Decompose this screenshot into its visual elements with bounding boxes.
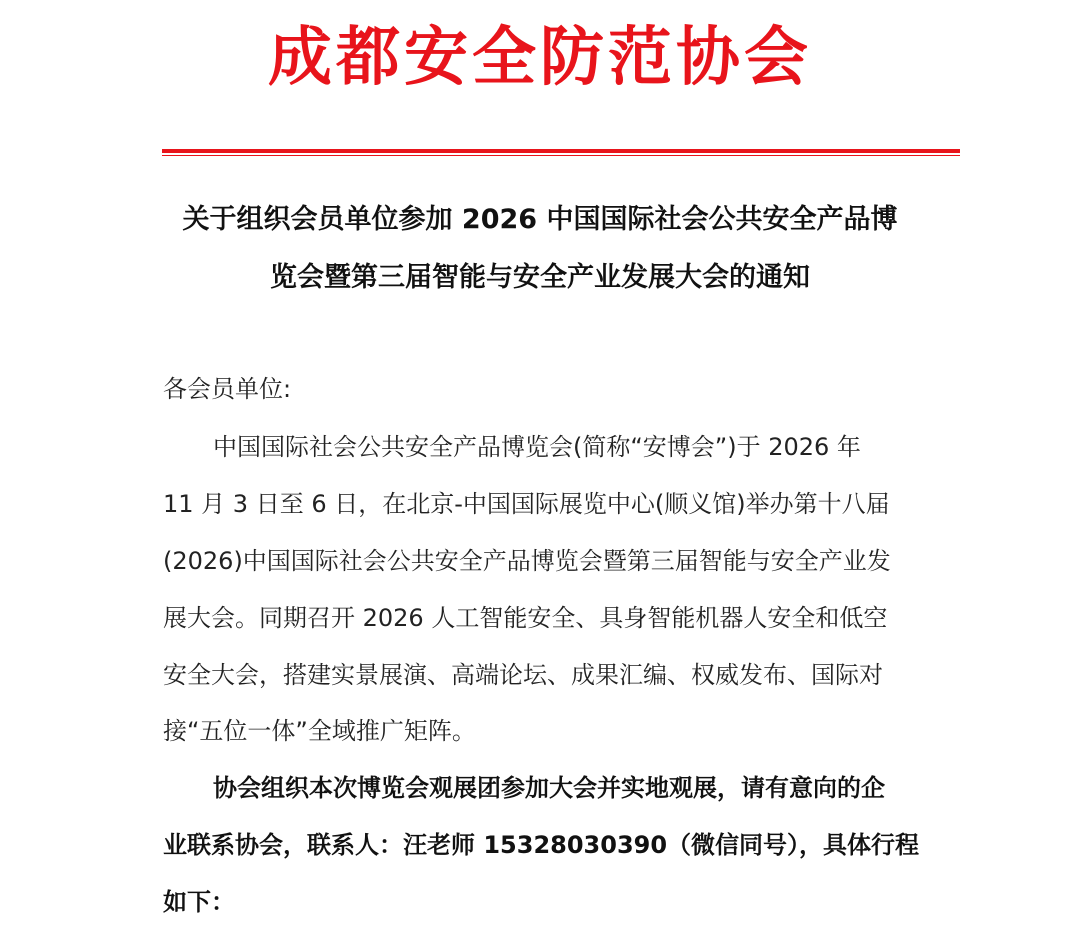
paragraph-1-line-4: 展大会。同期召开 2026 人工智能安全、具身智能机器人安全和低空: [163, 604, 888, 632]
notice-title-line-1: 关于组织会员单位参加 2026 中国国际社会公共安全产品博: [182, 204, 898, 235]
red-divider-thick: [162, 149, 960, 153]
paragraph-2-line-2: 业联系协会，联系人：汪老师 15328030390（微信同号），具体行程: [163, 831, 920, 859]
paragraph-2-line-3: 如下：: [163, 888, 235, 916]
paragraph-1-line-1: 中国国际社会公共安全产品博览会(简称“安博会”)于 2026 年: [213, 433, 861, 461]
paragraph-1-line-6: 接“五位一体”全域推广矩阵。: [163, 717, 476, 745]
paragraph-1-line-3: (2026)中国国际社会公共安全产品博览会暨第三届智能与安全产业发: [163, 547, 891, 575]
salutation: 各会员单位:: [163, 375, 292, 403]
paragraph-1-line-2: 11 月 3 日至 6 日，在北京-中国国际展览中心(顺义馆)举办第十八届: [163, 490, 890, 518]
paragraph-2-line-1: 协会组织本次博览会观展团参加大会并实地观展，请有意向的企: [213, 774, 885, 802]
association-masthead: 成都安全防范协会: [268, 21, 812, 95]
red-divider-thin: [162, 155, 960, 156]
paragraph-1-line-5: 安全大会，搭建实景展演、高端论坛、成果汇编、权威发布、国际对: [163, 661, 883, 689]
notice-title-line-2: 览会暨第三届智能与安全产业发展大会的通知: [270, 262, 810, 293]
